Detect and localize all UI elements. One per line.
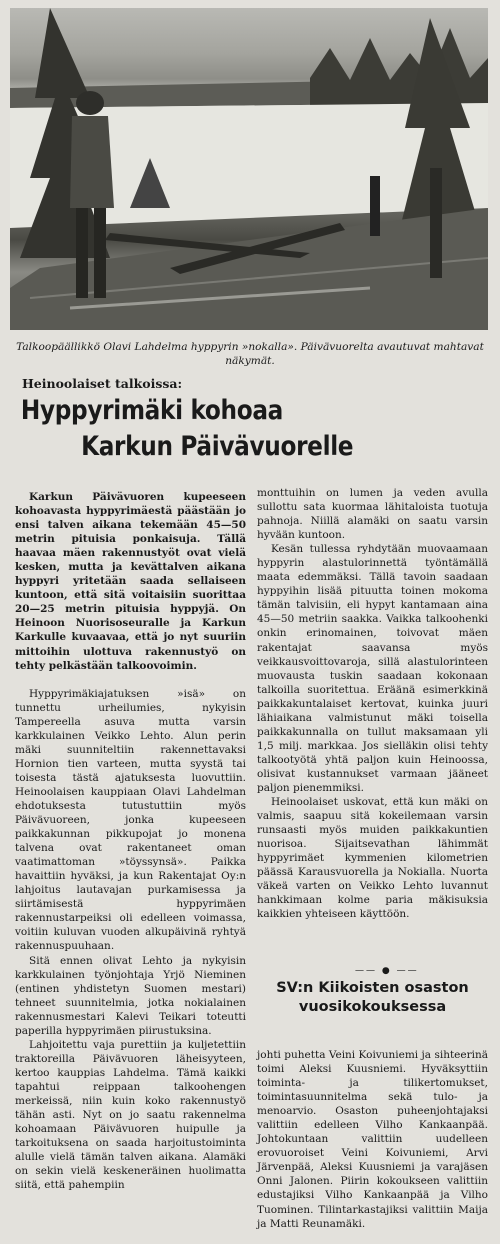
article-paragraph: Kesän tullessa ryhdytään muovaamaan hyppyrin alastulorinnettä työntämällä maata edemmäksi. Tällä tavoin saadaan hyppyihin lisää pituutta toinen mokoma tämän talvisiin, eli hypyt kantamaan aina 45—50 metriin saakka. Vaikka talkoohenki onkin erinomainen, toivovat mäen rakentajat saavansa myös veikkausvoittovaroja, sillä alastulorinteen muovausta tuskin saadaan kokonaan talkoilla suoritettua. Eräänä esimerkkinä paikkakuntalaiset kertovat, kuinka juuri lähiaikana valmistunut mäki toisella paikkakunnalla on tullut maksamaan yli 1,5 milj. markkaa. Jos sielläkin olisi tehty talkootyötä yhtä paljon kuin Heinoossa, olisivat kustannukset varmaan jääneet paljon pienemmiksi. (257, 543, 488, 794)
headline-line-1: Hyppyrimäki kohoaa (20, 395, 283, 426)
ski-jump-photo (10, 8, 488, 330)
kicker: Heinoolaiset talkoissa: (22, 376, 183, 391)
divider-ornament: —— ● —— (355, 966, 419, 976)
article-paragraph: Sitä ennen olivat Lehto ja nykyisin karkkulainen työnjohtaja Yrjö Nieminen (entinen yhdistetyn Suomen mestari) tehneet suunnitelmia, jotka nokialainen rakennusmestari Kalevi Teikari toteutti paperilla hyppyrimäen piirustuksina. (15, 954, 246, 1037)
article-column-right (257, 486, 488, 921)
article-paragraph: Lahjoitettu vaja purettiin ja kuljetettiin traktoreilla Päivävuoren läheisyyteen, kertoo kauppias Lahdelma. Tämä kaikki tapahtui reippaan talkoohengen merkeissä, niin kuin koko rakennustyö tähän asti. Nyt on jo saatu rakennelma kohoamaan Päivävuoren huipulle ja tarkoituksena on saada harjoitustoiminta alulle vielä tämän talven aikana. Alamäki on sekin vielä keskeneräinen huolimatta siitä, että pahempiin (15, 1038, 246, 1192)
headline-line-2: Karkun Päivävuorelle (81, 431, 354, 462)
sidebox-body-column (257, 1048, 488, 1231)
photo-illustration (10, 8, 488, 330)
article-column-left (15, 490, 246, 1192)
article-paragraph: monttuihin on lumen ja veden avulla sullottu sata kuormaa lähitaloista tuotuja pahnoja. Niillä alamäki on saatu varsin hyvään kuntoon. (257, 487, 488, 542)
sidebox-title-line-2: vuosikokouksessa (298, 999, 447, 1015)
article-paragraph: Heinoolaiset uskovat, että kun mäki on valmis, saapuu sitä kokeilemaan varsin runsaasti myös muiden paikkakuntien nuorisoa. Sijaitsevathan lähimmät hyppyrimäet kymmenien kilometrien päässä Karausvuorella ja Nokialla. Nuorta väkeä varten on Veikko Lehto luvannut hankkimaan kolme paria mäkisuksia kaikkien yhteiseen käyttöön. (257, 796, 488, 921)
headline (14, 393, 425, 465)
article-lead: Karkun Päivävuoren kupeeseen kohoavasta hyppyrimäestä päästään jo ensi talven aikana tekemään 45—50 metrin pituisia ponkaisuja. Tällä haavaa mäen rakennustyöt ovat vielä kesken, mutta ja kevättalven aikana hyppyri yritetään saada sellaiseen kuntoon, että sitä voitaisiin suorittaa 20—25 metrin pituisia hyppyjä. On Heinoon Nuorisoseuralle ja Karkun Karkulle kuvaavaa, että jo nyt suuriin mittoihin ulottuva rakennustyö on tehty pelkästään talkoovoimin. (15, 491, 246, 672)
sidebox-title-line-1: SV:n Kiikoisten osaston (276, 980, 469, 996)
sidebox-title (257, 979, 488, 1017)
photo-caption: Talkoopäällikkö Olavi Lahdelma hyppyrin »nokalla». Päivävuorelta avautuvat mahtavat näkymät. (16, 341, 484, 367)
article-paragraph: Hyppyrimäkiajatuksen »isä» on tunnettu urheilumies, nykyisin Tampereella asuva mutta varsin karkkulainen Veikko Lehto. Alun perin mäki suunniteltiin rakennettavaksi Hornion tien varteen, mutta syystä tai toisesta tästä ajatuksesta luovuttiin. Heinoolaisen kauppiaan Olavi Lahdelman ehdotuksesta tutustuttiin myös Päivävuoreen, jonka kupeeseen paikkakunnan pikkupojat jo monena talvena ovat rakentaneet oman vaatimattoman »töyssynsä». Paikka havaittiin hyväksi, ja kun Rakentajat Oy:n lahjoitus lautavajan purkamisessa ja siirtämisestä hyppyrimäen rakennustarpeiksi oli edelleen voimassa, voitiin kuluvan vuoden alkupäivinä ryhtyä rakennuspuuhaan. (15, 687, 246, 953)
sidebox-body: johti puhetta Veini Koivuniemi ja sihteerinä toimi Aleksi Kuusniemi. Hyväksyttiin toiminta- ja tilikertomukset, toimintasuunnitelma sekä tulo- ja menoarvio. Osaston puheenjohtajaksi valittiin edelleen Vilho Kankaanpää. Johtokuntaan valittiin uudelleen erovuoroiset Veini Koivuniemi, Arvi Järvenpää, Aleksi Kuusniemi ja varajäsen Onni Jalonen. Piirin kokoukseen valittiin edustajiksi Vilho Kankaanpää ja Vilho Tuominen. Tilintarkastajiksi valittiin Maija ja Matti Reunamäki. (257, 1049, 488, 1230)
